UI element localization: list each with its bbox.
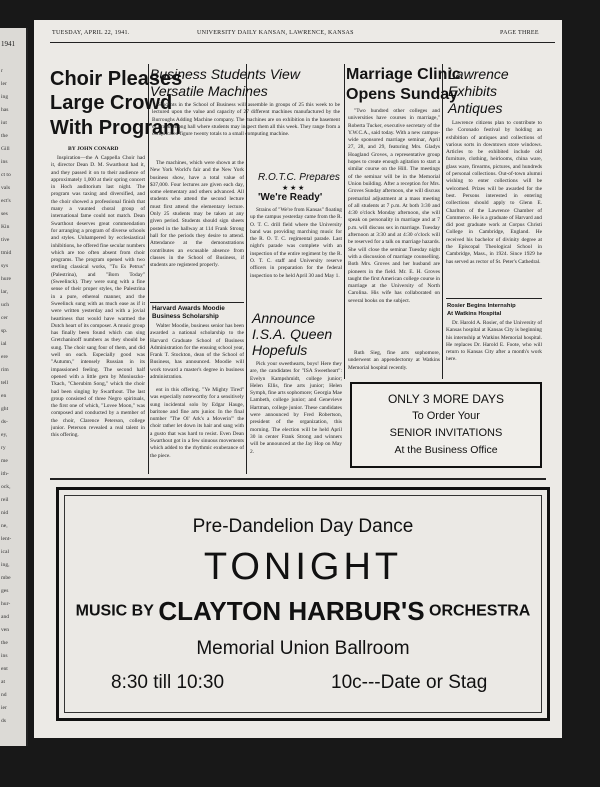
- previous-page-fragment: ical: [1, 549, 10, 555]
- column-rule-4: [442, 64, 443, 379]
- previous-page-fragment: ier: [1, 705, 7, 711]
- previous-page-fragment: ith-: [1, 471, 9, 477]
- previous-page-edge: [0, 28, 28, 746]
- marriage-body: [348, 108, 440, 346]
- previous-page-fragment: the: [1, 133, 8, 139]
- previous-page-fragment: vals: [1, 185, 11, 191]
- previous-page-fragment: ect's: [1, 198, 11, 204]
- invitations-line1: ONLY 3 MORE DAYS: [387, 392, 505, 406]
- rosier-divider: [446, 298, 542, 299]
- previous-page-fragment: ne,: [1, 523, 8, 529]
- dance-ad-price: 10c---Date or Stag: [331, 672, 488, 693]
- choir-byline: BY JOHN CONARD: [68, 146, 119, 152]
- business-lead-text: Students in the School of Business will assemble in groups of 25 this week to be lectured upon the value and capacity of 27 different machines manufactured by the Burroughs Adding Machine company. The machines are on exhibition in the basement of Frank Strong hall where students may inspect them all this week. They range from a complicated figure twenty totals to a small computing machine.: [152, 102, 340, 138]
- isa-body: [250, 361, 342, 475]
- isa-headline-line2: I.S.A. Queen: [252, 326, 333, 342]
- dance-ad-orchestra: ORCHESTRA: [429, 602, 531, 620]
- previous-page-fragment: nid: [1, 510, 9, 516]
- dance-ad-music-by: MUSIC BY: [75, 602, 154, 620]
- previous-page-fragment: has: [1, 107, 9, 113]
- previous-page-fragment: Kin: [1, 224, 10, 230]
- award-headline-line1: Harvard Awards Moodie: [152, 305, 225, 312]
- previous-page-fragment: ler: [1, 81, 7, 87]
- previous-page-fragment: Gill: [1, 146, 10, 152]
- antiques-headline-line3: Antiques: [448, 100, 503, 116]
- isa-body-text: Pick your sweethearts, boys! Here they are, the candidates for "ISA Sweetheart": Evelyn Kampshmidt, college junior; Helen Ellis, fine arts junior; Helen Symph, fine arts sophomore; Georgia Mae Lambeth, college junior; and Genevieve Hartman, college junior. These candidates were announced by Fred Robertson, president of the organization, this morning. The election will be held April 30 in center Frank Strong and winners will be announced at the Jay Hop on May 2.: [250, 361, 342, 455]
- previous-page-fragment: ses: [1, 211, 8, 217]
- previous-page-fragment: ent: [1, 666, 8, 672]
- previous-page-fragment: en: [1, 393, 7, 399]
- rosier-body-text: Dr. Harold A. Rosier, of the University of Kansas hospital at Kansas City is beginning his internship at Watkins Memorial hospital. He replaces Dr. Harold E. Foote, who will return to Kansas City after a month's work here.: [446, 320, 542, 363]
- choir-headline-line2: Large Crowd: [50, 92, 173, 114]
- dance-ad-band: CLAYTON HARBUR'S: [158, 596, 425, 626]
- previous-page-number: 1941: [1, 40, 15, 48]
- sieg-note: [348, 350, 440, 374]
- previous-page-fragment: sp.: [1, 328, 8, 334]
- business-body: [150, 160, 244, 303]
- award-body: [150, 323, 244, 383]
- previous-page-fragment: ght: [1, 406, 9, 412]
- previous-page-fragment: the: [1, 640, 8, 646]
- previous-page-fragment: reil: [1, 497, 9, 503]
- previous-page-fragment: sys: [1, 263, 9, 269]
- previous-page-fragment: tell: [1, 380, 9, 386]
- rotc-body: [250, 207, 342, 307]
- marriage-body-text: "Two hundred other colleges and universities have courses in marriage," Roberta Tucker, executive secretary of the Y.W.C.A., said today. With a new campus-wide sponsored marriage seminar, April 27, 28, and 29, featuring Mrs. Gladys Hoagland Groves, a representative group hopes to create enough agitation to start a similar course on the Hill. The meetings of the seminar will be in the Memorial Union building. After a reception for Mrs. Groves Sunday afternoon, she will discuss premarital adjustment at a mass meeting of all students at 7 p.m. At both 3:30 and 4:30 o'clock Monday afternoon, she will speak on personality in marriage and at 7 p.m. will discuss sex in marriage. Tuesday afternoon at 3:30 and at 4:30 o'clock will be reserved for a talk on marriage hazards. She will close the seminar Tuesday night with a discussion of marriage counselling. Both Mrs. Groves and her husband are pioneers in the field. Mr. E. H. Groves taught the first American college course in marriage at the University of North Carolina. His wife has collaborated on several books on the subject.: [348, 108, 440, 304]
- invitations-line4: At the Business Office: [394, 444, 498, 456]
- previous-page-fragment: ock,: [1, 484, 11, 490]
- choir-body-text: Inspiration—the A Cappella Choir had it, director Dean D. M. Swarthout had it, and they passed it on to their audience of approximately 1,000 at their spring concert in Hoch auditorium last night. The program was taxing and diversified, and the choir showed a professional finish that many a vaunted choral group of international fame could not match. Dean Swarthout deserves great commendation for arranging a program of diverse schools and styles. Unhampered by ecclesiastical inhibitions, he offered fine secular numbers which are too often absent from choir programs. The program opened with two sterling classical works, "Tu Es Petrus" (Palestrina), and "Born Today" (Sweelinck). They were sung with a fine sense of their proper styles, the Palestrina in a pure, ethereal manner, and the Sweelinck sung with as much ease as if it were written yesterday and with a jovial heartiness that would have warmed the Dutch heart of its composer. A music group has finally been found which can sing Gretchaninoff numbers as they should be sung. The choir sang four of them, and did well on each. Especially good was "Autumn," intensely Russian in its impassioned feeling. The second half opened with a little gem by Moniuszko-Tkach, "Cherubim Song," which the choir had been singing by Swarthout. The last group consisted of three Negro spirituals, the first one of which, "Lovee Moon," was composed and conducted by a member of the choir, Clarence Peterson, college junior. Peterson revealed a real talent in this offering.: [51, 155, 145, 439]
- previous-page-fragment: iut: [1, 120, 7, 126]
- marriage-headline-line2: Opens Sunday: [346, 86, 459, 103]
- previous-page-fragment: tmid: [1, 250, 12, 256]
- antiques-body: [446, 120, 542, 296]
- previous-page-fragment: and: [1, 614, 10, 620]
- choir-headline-line1: Choir Pleases: [50, 68, 183, 90]
- dance-ad-tonight: TONIGHT: [203, 546, 403, 588]
- dance-ad-music-line: [59, 596, 547, 627]
- previous-page-fragment: ry: [1, 445, 6, 451]
- choir-continuation-text: ent in this offering. "Ye Mighty Tired" was especially noteworthy for a sensitively sung incidental solo by Edgar Hauge, baritone and fine arts junior. In the final number "The Ol' Ark's a Moverin'" the choir rather let down its hair and sang with a gusto that was hard to resist. Even Dean Swarthout got in a few sinuous movements which added to the rhythmic exuberance of the piece.: [150, 387, 244, 459]
- previous-page-fragment: rim: [1, 367, 9, 373]
- invitations-ad: [350, 382, 542, 468]
- rosier-body: [446, 320, 542, 376]
- sieg-note-text: Ruth Sieg, fine arts sophomore, underwent an appendectomy at Watkins Memorial hospital recently.: [348, 350, 440, 371]
- previous-page-fragment: ds-: [1, 419, 8, 425]
- antiques-headline-line2: Exhibits: [448, 83, 498, 99]
- business-lead: [152, 102, 340, 157]
- previous-page-fragment: hur-: [1, 601, 11, 607]
- page-header: [52, 30, 552, 40]
- previous-page-fragment: ven: [1, 627, 10, 633]
- ad-top-rule: [50, 478, 546, 480]
- previous-page-fragment: ere: [1, 354, 8, 360]
- isa-headline-line3: Hopefuls: [252, 342, 308, 358]
- previous-page-fragment: ins: [1, 653, 8, 659]
- previous-page-fragment: at: [1, 679, 6, 685]
- isa-headline-line1: Announce: [252, 310, 316, 326]
- previous-page-fragment: ges: [1, 588, 9, 594]
- previous-page-fragment: hure: [1, 276, 11, 282]
- dance-ad: [56, 487, 550, 721]
- choir-body: [51, 155, 145, 475]
- dance-ad-time: 8:30 till 10:30: [111, 672, 225, 693]
- business-headline-line1: Business Students View: [150, 66, 300, 82]
- paper-name: UNIVERSITY DAILY KANSAN, LAWRENCE, KANSAS: [197, 30, 354, 36]
- rotc-headline: R.O.T.C. Prepares: [258, 172, 340, 183]
- previous-page-fragment: mbe: [1, 575, 11, 581]
- previous-page-fragment: ds: [1, 718, 6, 724]
- business-divider: [150, 302, 244, 303]
- dance-ad-title: Pre-Dandelion Day Dance: [192, 516, 414, 537]
- rotc-body-text: Strains of "We're from Kansas" floating up the campus yesterday came from the R. O. T. C. drill field where the University band was providing marching music for the R. O. T. C. regimental parade. Last night's parade was complete with an inspection of the entire regiment by the R. O. T. C. staff and University reserve officers in preparation for the federal inspection to be held April 30 and May 1.: [250, 207, 342, 279]
- previous-page-fragment: nd: [1, 692, 7, 698]
- choir-continuation: [150, 387, 244, 475]
- choir-headline-line3: With Program: [50, 117, 181, 139]
- marriage-headline-line1: Marriage Clinic: [346, 66, 461, 83]
- business-headline-line2: Versatile Machines: [150, 83, 268, 99]
- previous-page-fragment: ial: [1, 341, 7, 347]
- previous-page-fragment: ins: [1, 159, 8, 165]
- previous-page-fragment: uch: [1, 302, 10, 308]
- previous-page-fragment: tive: [1, 237, 10, 243]
- previous-page-fragment: ct to: [1, 172, 11, 178]
- previous-page-fragment: ey,: [1, 432, 8, 438]
- antiques-body-text: Lawrence citizens plan to contribute to the Coronado festival by holding an exhibition of antiques and collections of various sorts in downtown store windows. Articles to be exhibited include old furniture, clothing, heirlooms, china ware, glass ware, firearms, pictures, and hundreds of personal collections. Out-of-town alumni wishing to enter collections will be welcomed. Prizes will be awarded for the best. Persons interested in entering collections should apply to Glenn E. Charlton of the Lawrence Chamber of Commerce. He is a graduate of Harvard and did post graduate work at Corpus Christi College in Cambridge, England. He received his bachelor of divinity degree at the Episcopal Theological School in Cambridge, Mass., in 1924. Since 1929 he has served as rector of St. Peter's Cathedral.: [446, 120, 542, 265]
- business-body-text: The machines, which were shown at the New York World's fair and the New York business show, have a total value of $37,000. Four lectures are given each day, some elementary and others advanced. All students who attend the second lecture must first attend the elementary lecture. Only 25 students may be taken at any given period. Students should sign sheets posted in the hallway at 114 Frank Strong hall for the periods they desire to attend. Attendance at the demonstrations contributes an excusable absence from classes in the School of Business, if students are registered properly.: [150, 160, 244, 269]
- previous-page-fragment: cer: [1, 315, 8, 321]
- rosier-headline-line2: At Watkins Hospital: [447, 311, 502, 317]
- previous-page-fragment: lar,: [1, 289, 9, 295]
- invitations-line2: To Order Your: [412, 410, 480, 422]
- award-headline-line2: Business Scholarship: [152, 313, 219, 320]
- previous-page-fragment: ing,: [1, 562, 10, 568]
- antiques-headline-line1: Lawrence: [448, 66, 509, 82]
- previous-page-fragment: ing: [1, 94, 9, 100]
- award-body-text: Walter Moodie, business senior has been awarded a national scholarship to the Harvard Graduate School of Business Administration for the ensuing school year, Frank T. Stockton, dean of the School of Business, has announced. Moodie will work toward a master's degree in business administration.: [150, 323, 244, 381]
- rosier-headline-line1: Rosier Begins Internship: [447, 303, 516, 309]
- previous-page-fragment: lent-: [1, 536, 12, 542]
- column-rule-3: [344, 64, 345, 379]
- header-rule: [50, 42, 555, 43]
- issue-date: TUESDAY, APRIL 22, 1941.: [52, 30, 130, 36]
- invitations-line3: SENIOR INVITATIONS: [389, 427, 503, 439]
- rotc-subhead: 'We're Ready': [258, 192, 323, 203]
- previous-page-fragment: r: [1, 68, 3, 74]
- previous-page-fragment: me: [1, 458, 8, 464]
- dance-ad-venue: Memorial Union Ballroom: [196, 638, 410, 659]
- page-number: PAGE THREE: [500, 30, 539, 36]
- rotc-stars: ★ ★ ★: [282, 184, 305, 192]
